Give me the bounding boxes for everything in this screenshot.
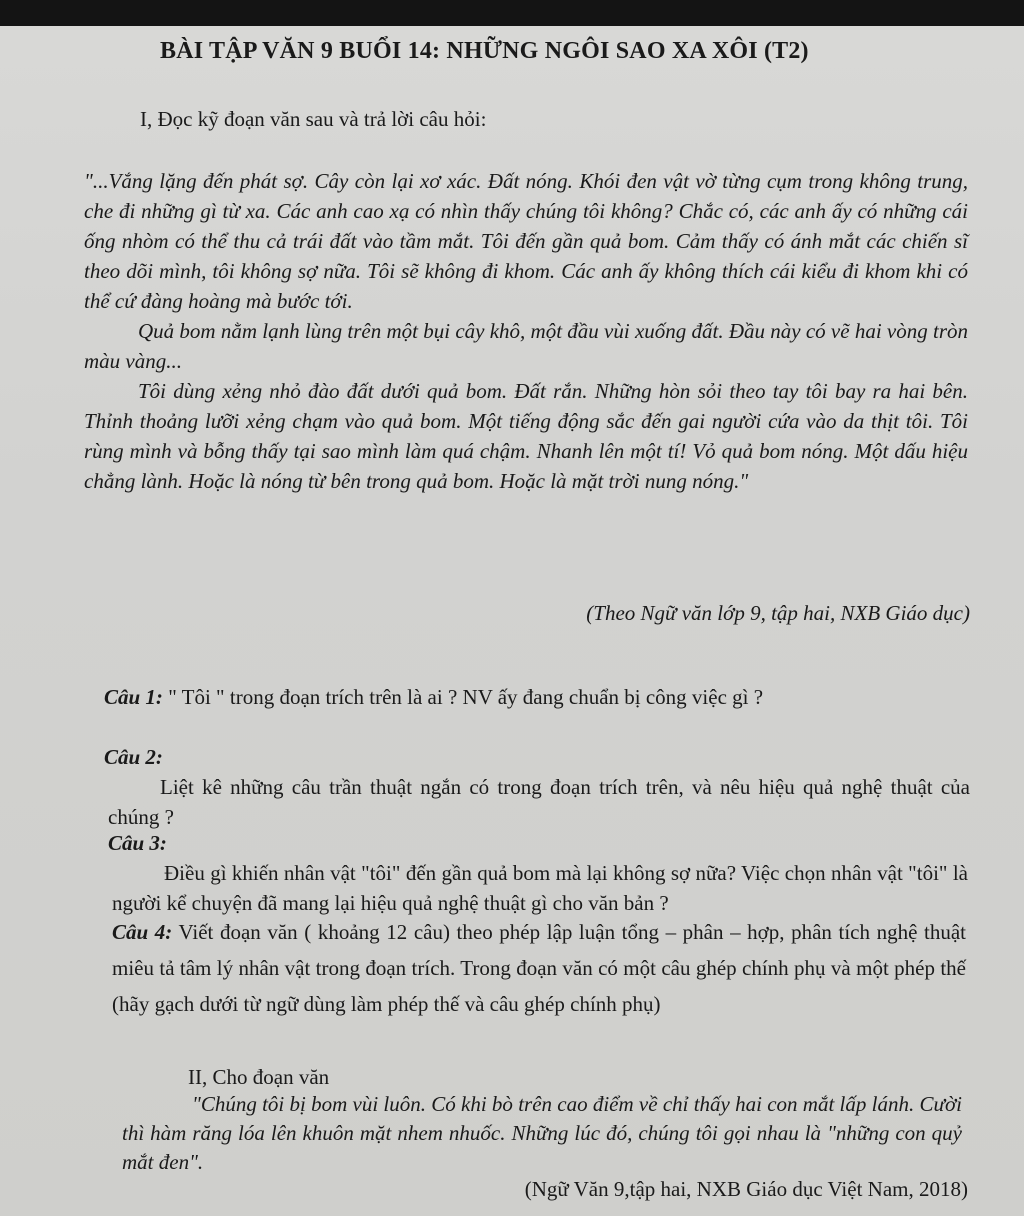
- question-4: [112, 914, 966, 1022]
- question-1-text: " Tôi " trong đoạn trích trên là ai ? NV ấy đang chuẩn bị công việc gì ?: [162, 685, 764, 709]
- passage1: [84, 166, 968, 496]
- passage2-source: (Ngữ Văn 9,tập hai, NXB Giáo dục Việt Nam, 2018): [524, 1177, 968, 1201]
- passage1-paragraph1: "...Vắng lặng đến phát sợ. Cây còn lại xơ xác. Đất nóng. Khói đen vật vờ từng cụm trong không trung, che đi những gì từ xa. Các anh cao xạ có nhìn thấy chúng tôi không? Chắc có, các anh ấy có những cái ống nhòm có thể thu cả trái đất vào tầm mắt. Tôi đến gần quả bom. Cảm thấy có ánh mắt các chiến sĩ theo dõi mình, tôi không sợ nữa. Tôi sẽ không đi khom. Các anh ấy không thích cái kiểu đi khom khi có thể cứ đàng hoàng mà bước tới.: [84, 169, 968, 313]
- document-page: [0, 26, 1024, 1216]
- passage1-paragraph3: Tôi dùng xẻng nhỏ đào đất dưới quả bom. Đất rắn. Những hòn sỏi theo tay tôi bay ra hai bên. Thỉnh thoảng lưỡi xẻng chạm vào quả bom. Một tiếng động sắc đến gai người cứa vào da thịt tôi. Tôi rùng mình và bỗng thấy tại sao mình làm quá chậm. Nhanh lên một tí! Vỏ quả bom nóng. Một dấu hiệu chẳng lành. Hoặc là nóng từ bên trong quả bom. Hoặc là mặt trời nung nóng.": [84, 379, 968, 493]
- question-1-label: Câu 1:: [104, 685, 163, 709]
- question-4-text: Viết đoạn văn ( khoảng 12 câu) theo phép lập luận tổng – phân – hợp, phân tích nghệ thuật miêu tả tâm lý nhân vật trong đoạn trích. Trong đoạn văn có một câu ghép chính phụ và một phép thế (hãy gạch dưới từ ngữ dùng làm phép thế và câu ghép chính phụ): [112, 920, 966, 1016]
- question-1: [104, 682, 964, 712]
- passage2-text: "Chúng tôi bị bom vùi luôn. Có khi bò trên cao điểm về chỉ thấy hai con mắt lấp lánh. Cười thì hàm răng lóa lên khuôn mặt nhem nhuốc. Những lúc đó, chúng tôi gọi nhau là "những con quỷ mắt đen".: [122, 1092, 962, 1174]
- passage1-paragraph2: Quả bom nằm lạnh lùng trên một bụi cây khô, một đầu vùi xuống đất. Đầu này có vẽ hai vòng tròn màu vàng...: [84, 319, 968, 373]
- question-4-label: Câu 4:: [112, 920, 173, 944]
- question-3-label: Câu 3:: [108, 831, 167, 855]
- question-2-text: Liệt kê những câu trần thuật ngắn có trong đoạn trích trên, và nêu hiệu quả nghệ thuật của chúng ?: [108, 775, 970, 829]
- page-title: BÀI TẬP VĂN 9 BUỔI 14: NHỮNG NGÔI SAO XA XÔI (T2): [160, 38, 809, 64]
- passage1-source: (Theo Ngữ văn lớp 9, tập hai, NXB Giáo dục): [586, 601, 970, 625]
- question-3-text: Điều gì khiến nhân vật "tôi" đến gần quả bom mà lại không sợ nữa? Việc chọn nhân vật "tôi" là người kể chuyện đã mang lại hiệu quả nghệ thuật gì cho văn bản ?: [112, 861, 968, 915]
- section1-heading: I, Đọc kỹ đoạn văn sau và trả lời câu hỏi:: [140, 107, 487, 131]
- question-2-label: Câu 2:: [104, 745, 163, 769]
- section2-heading: II, Cho đoạn văn: [188, 1065, 330, 1089]
